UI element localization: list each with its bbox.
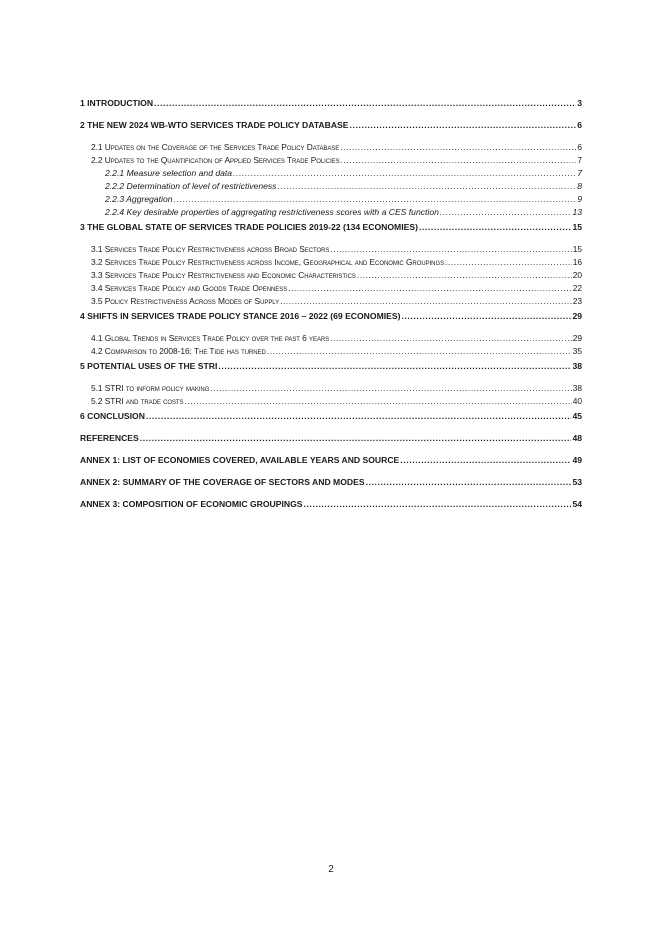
toc-entry-label: REFERENCES: [80, 433, 139, 443]
toc-entry[interactable]: [80, 97, 582, 110]
toc-entry[interactable]: [80, 141, 582, 154]
toc-entry-label: 3.1 Services Trade Policy Restrictiveness across Broad Sectors: [91, 244, 330, 254]
toc-entry[interactable]: [80, 332, 582, 345]
toc-entry-page: 45: [572, 411, 582, 421]
toc-entry[interactable]: [80, 395, 582, 408]
toc-entry-label: ANNEX 1: LIST OF ECONOMIES COVERED, AVAILABLE YEARS AND SOURCE: [80, 455, 400, 465]
toc-entry-page: 35: [572, 346, 582, 356]
toc-dot-leader: [210, 382, 571, 395]
toc-entry-page: 9: [577, 194, 582, 204]
toc-entry[interactable]: [80, 360, 582, 373]
toc-entry[interactable]: [80, 221, 582, 234]
toc-entry-page: 38: [572, 383, 582, 393]
toc-dot-leader: [330, 332, 572, 345]
toc-entry-label: 3.4 Services Trade Policy and Goods Trade Openness: [91, 283, 288, 293]
toc-entry-page: 7: [577, 155, 582, 165]
toc-dot-leader: [400, 454, 571, 467]
toc-dot-leader: [218, 360, 571, 373]
toc-dot-leader: [140, 432, 572, 445]
toc-entry[interactable]: [80, 269, 582, 282]
toc-entry[interactable]: [80, 410, 582, 423]
toc-entry-label: 2.2 Updates to the Quantification of Applied Services Trade Policies: [91, 155, 340, 165]
toc-entry-label: 2 THE NEW 2024 WB-WTO SERVICES TRADE POLICY DATABASE: [80, 120, 349, 130]
toc-entry-page: 3: [577, 98, 582, 108]
toc-entry-label: 5 POTENTIAL USES OF THE STRI: [80, 361, 218, 371]
toc-dot-leader: [304, 498, 572, 511]
toc-dot-leader: [174, 193, 577, 206]
toc-entry-label: 2.1 Updates on the Coverage of the Services Trade Policy Database: [91, 142, 340, 152]
toc-entry[interactable]: [80, 193, 582, 206]
toc-dot-leader: [445, 256, 572, 269]
toc-dot-leader: [185, 395, 572, 408]
toc-entry-page: 38: [572, 361, 582, 371]
toc-entry[interactable]: [80, 243, 582, 256]
toc-entry-label: 4.2 Comparison to 2008-16: The Tide has turned: [91, 346, 266, 356]
toc-dot-leader: [357, 269, 572, 282]
toc-entry-label: 6 CONCLUSION: [80, 411, 145, 421]
toc-dot-leader: [366, 476, 572, 489]
toc-entry-label: 2.2.4 Key desirable properties of aggregating restrictiveness scores with a CES function: [105, 207, 439, 217]
toc-entry-page: 16: [572, 257, 582, 267]
toc-entry-page: 6: [577, 120, 582, 130]
toc-entry-label: 3.3 Services Trade Policy Restrictiveness and Economic Characteristics: [91, 270, 356, 280]
toc-entry[interactable]: [80, 180, 582, 193]
toc-dot-leader: [341, 154, 577, 167]
toc-entry-label: 4.1 Global Trends in Services Trade Policy over the past 6 years: [91, 333, 330, 343]
toc-entry[interactable]: [80, 498, 582, 511]
toc-entry-page: 7: [577, 168, 582, 178]
toc-entry[interactable]: [80, 345, 582, 358]
toc-entry-label: 4 SHIFTS IN SERVICES TRADE POLICY STANCE 2016 – 2022 (69 ECONOMIES): [80, 311, 401, 321]
toc-entry[interactable]: [80, 454, 582, 467]
page-number: 2: [328, 864, 334, 875]
toc-entry[interactable]: [80, 476, 582, 489]
toc-entry[interactable]: [80, 295, 582, 308]
toc-entry-page: 22: [572, 283, 582, 293]
toc-entry[interactable]: [80, 119, 582, 132]
toc-entry-page: 48: [572, 433, 582, 443]
toc-dot-leader: [267, 345, 572, 358]
toc-entry-label: 3.5 Policy Restrictiveness Across Modes of Supply: [91, 296, 280, 306]
toc-entry-page: 29: [572, 311, 582, 321]
toc-entry[interactable]: [80, 310, 582, 323]
toc-entry[interactable]: [80, 206, 582, 219]
toc-entry-label: 2.2.1 Measure selection and data: [105, 168, 233, 178]
toc-entry-page: 15: [572, 222, 582, 232]
toc-entry-label: ANNEX 3: COMPOSITION OF ECONOMIC GROUPINGS: [80, 499, 303, 509]
toc-entry[interactable]: [80, 256, 582, 269]
toc-entry-page: 8: [577, 181, 582, 191]
toc-entry-page: 40: [572, 396, 582, 406]
toc-entry-label: 2.2.2 Determination of level of restrictiveness: [105, 181, 277, 191]
toc-entry-page: 20: [572, 270, 582, 280]
toc-dot-leader: [146, 410, 572, 423]
toc-dot-leader: [401, 310, 571, 323]
toc-entry[interactable]: [80, 154, 582, 167]
toc-entry-page: 6: [577, 142, 582, 152]
toc-entry-label: 3 THE GLOBAL STATE OF SERVICES TRADE POLICIES 2019-22 (134 ECONOMIES): [80, 222, 418, 232]
toc-dot-leader: [288, 282, 572, 295]
toc-entry-page: 13: [572, 207, 582, 217]
toc-entry-page: 53: [572, 477, 582, 487]
toc-dot-leader: [440, 206, 572, 219]
toc-dot-leader: [340, 141, 576, 154]
toc-entry-label: 1 INTRODUCTION: [80, 98, 154, 108]
toc-dot-leader: [419, 221, 572, 234]
toc-entry[interactable]: [80, 282, 582, 295]
toc-entry-label: 3.2 Services Trade Policy Restrictiveness across Income, Geographical and Economic Groupings: [91, 257, 445, 267]
toc-dot-leader: [350, 119, 577, 132]
toc-entry[interactable]: [80, 382, 582, 395]
toc-dot-leader: [277, 180, 576, 193]
toc-entry-page: 15: [572, 244, 582, 254]
toc-entry-page: 54: [572, 499, 582, 509]
toc-dot-leader: [154, 97, 576, 110]
toc-entry-label: 2.2.3 Aggregation: [105, 194, 173, 204]
toc-entry-label: 5.2 STRI and trade costs: [91, 396, 184, 406]
toc-entry-page: 29: [572, 333, 582, 343]
toc-dot-leader: [330, 243, 571, 256]
toc-entry[interactable]: [80, 432, 582, 445]
table-of-contents: [80, 97, 582, 511]
toc-dot-leader: [280, 295, 572, 308]
toc-entry-label: 5.1 STRI to inform policy making: [91, 383, 210, 393]
toc-dot-leader: [233, 167, 576, 180]
toc-entry-page: 49: [572, 455, 582, 465]
toc-entry-page: 23: [572, 296, 582, 306]
toc-entry-label: ANNEX 2: SUMMARY OF THE COVERAGE OF SECTORS AND MODES: [80, 477, 365, 487]
toc-entry[interactable]: [80, 167, 582, 180]
